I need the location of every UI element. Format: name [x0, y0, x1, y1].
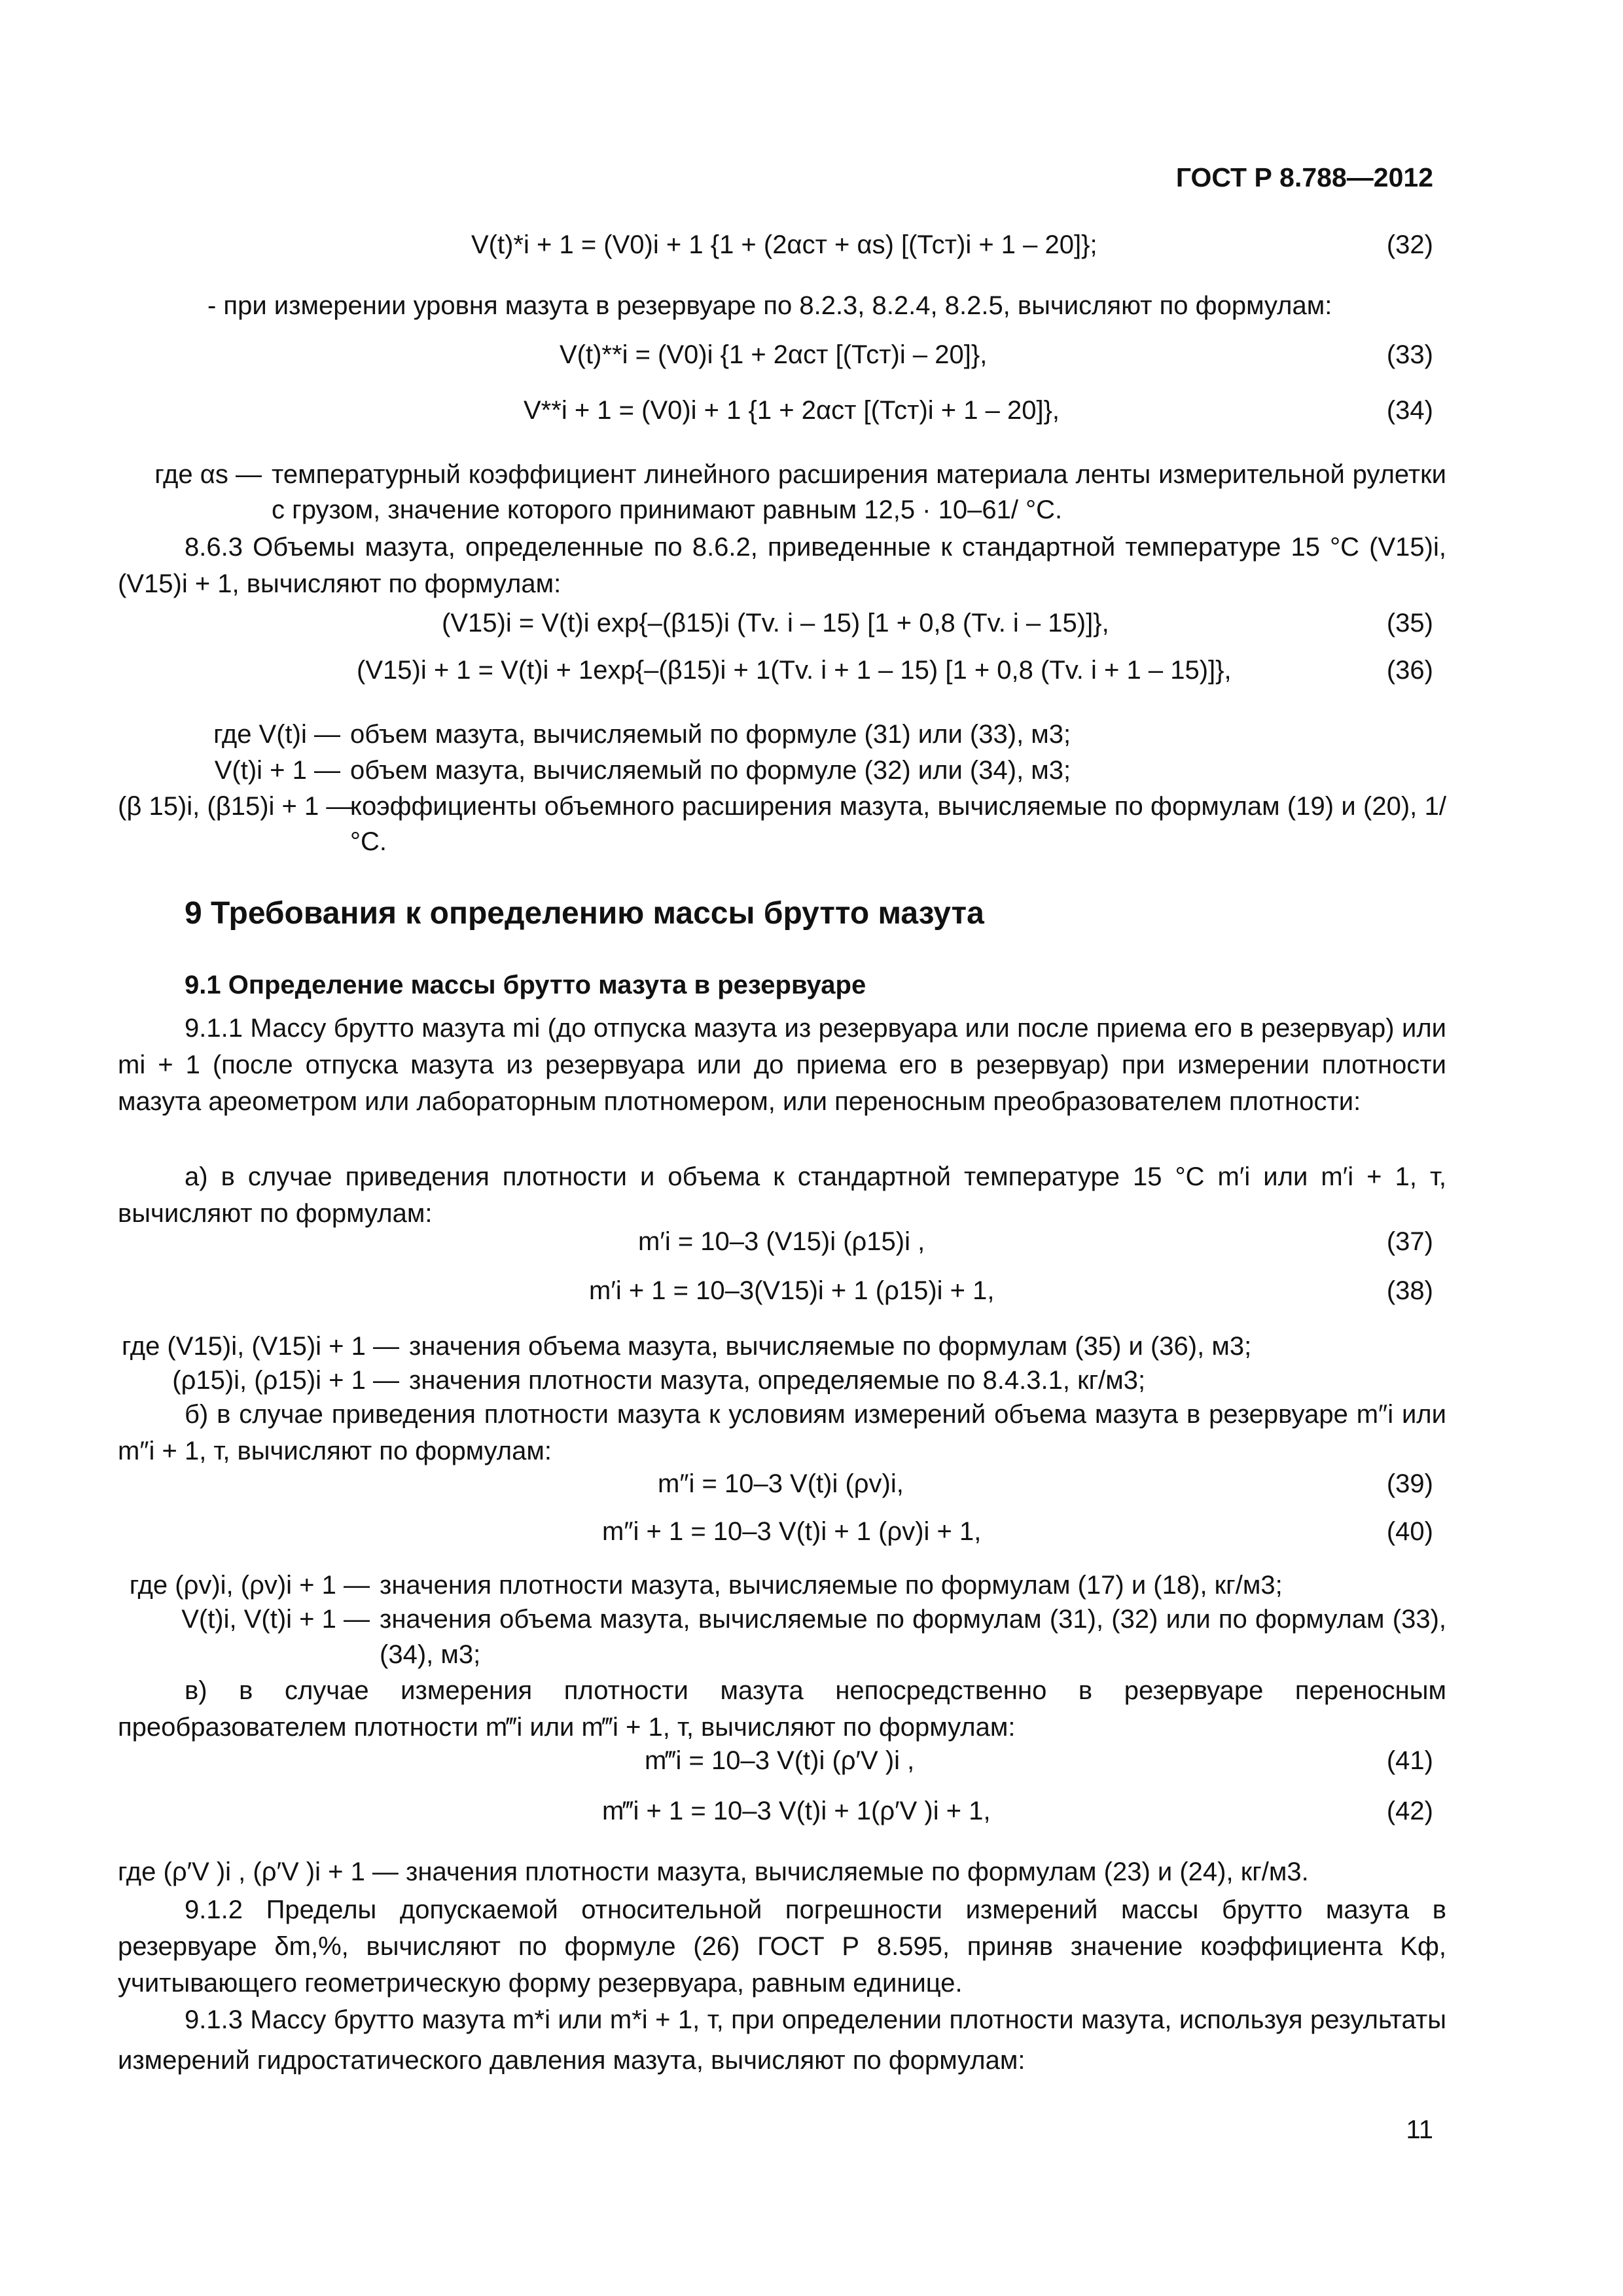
formula-38: m′i + 1 = 10–3(V15)i + 1 (ρ15)i + 1, [589, 1276, 995, 1305]
formula-number-38: (38) [1386, 1276, 1433, 1305]
formula-41: m‴i = 10–3 V(t)i (ρ′V )i , [645, 1746, 915, 1775]
level-measurement-line: - при измерении уровня мазута в резервуаре по 8.2.3, 8.2.4, 8.2.5, вычисляют по формулам: [207, 291, 1332, 320]
formula-40: m″i + 1 = 10–3 V(t)i + 1 (ρv)i + 1, [602, 1517, 982, 1546]
formula-42: m‴i + 1 = 10–3 V(t)i + 1(ρ′V )i + 1, [602, 1797, 991, 1825]
definition-desc: температурный коэффициент линейного расширения материала ленты измерительной рулетки с грузом, значение которого принимают равным 12,5 · 10–61/ °С. [272, 460, 1446, 524]
definition-desc: значения объема мазута, вычисляемые по формулам (35) и (36), м3; [409, 1332, 1252, 1361]
formula-number-35: (35) [1386, 609, 1433, 637]
formula-37: m′i = 10–3 (V15)i (ρ15)i , [638, 1227, 925, 1256]
formula-number-41: (41) [1386, 1746, 1433, 1775]
definition-v: где (ρ′V )i , (ρ′V )i + 1 — значения плотности мазута, вычисляемые по формулам (23) и (24), кг/м3. [118, 1857, 1309, 1886]
formula-number-40: (40) [1386, 1517, 1433, 1546]
definition-row [118, 753, 1446, 789]
definition-desc: значения объема мазута, вычисляемые по формулам (31), (32) или по формулам (33), (34), м3; [380, 1605, 1446, 1669]
formula-number-42: (42) [1386, 1797, 1433, 1825]
paragraph-9-1-1: 9.1.1 Массу брутто мазута mi (до отпуска мазута из резервуара или после приема его в резервуар) или mi + 1 (после отпуска мазута из резервуара или до приема его в резервуар) при измерении плотности мазута ареометром или лабораторным плотномером, или переносным преобразователем плотности: [118, 1014, 1446, 1116]
definition-desc: объем мазута, вычисляемый по формуле (32) или (34), м3; [350, 756, 1071, 785]
definition-term: (β 15)i, (β15)i + 1 — [118, 792, 353, 821]
definition-desc: значения плотности мазута, определяемые по 8.4.3.1, кг/м3; [409, 1366, 1146, 1395]
section-9-title: 9 Требования к определению массы брутто мазута [185, 896, 984, 931]
formula-35: (V15)i = V(t)i exp{–(β15)i (Tv. i – 15) [1 + 0,8 (Tv. i – 15)]}, [442, 609, 1109, 637]
paragraph-b: б) в случае приведения плотности мазута к условиям измерений объема мазута в резервуаре m″i или m″i + 1, т, вычисляют по формулам: [118, 1400, 1446, 1465]
definition-row [118, 1602, 1446, 1674]
formula-33: V(t)**i = (V0)i {1 + 2αст [(Тст)i – 20]}, [560, 340, 988, 369]
paragraph-9-1-2: 9.1.2 Пределы допускаемой относительной погрешности измерений массы брутто мазута в резервуаре δm,%, вычисляют по формуле (26) ГОСТ Р 8.595, приняв значение коэффициента Kф, учитывающего геометрическую форму резервуара, равным единице. [118, 1895, 1446, 1998]
definition-row [118, 1568, 1446, 1604]
definition-desc: значения плотности мазута, вычисляемые по формулам (17) и (18), кг/м3; [380, 1571, 1283, 1600]
standard-header: ГОСТ Р 8.788—2012 [1175, 162, 1433, 192]
definition-row [118, 1329, 1446, 1365]
definition-term: где αs — [154, 460, 262, 489]
formula-number-39: (39) [1386, 1469, 1433, 1498]
formula-34: V**i + 1 = (V0)i + 1 {1 + 2αст [(Тст)i + 1 – 20]}, [524, 396, 1060, 425]
definition-term: V(t)i + 1 — [214, 756, 340, 785]
definition-term: (ρ15)i, (ρ15)i + 1 — [172, 1366, 399, 1395]
definition-term: где (V15)i, (V15)i + 1 — [121, 1332, 399, 1361]
formula-number-36: (36) [1386, 656, 1433, 685]
formula-number-32: (32) [1386, 230, 1433, 259]
definition-term: где (ρv)i, (ρv)i + 1 — [129, 1571, 370, 1600]
page-number: 11 [1406, 2115, 1433, 2144]
definition-alpha [118, 457, 1446, 529]
definition-row [118, 789, 1446, 861]
definition-term: V(t)i, V(t)i + 1 — [181, 1605, 370, 1634]
formula-36: (V15)i + 1 = V(t)i + 1exp{–(β15)i + 1(Tv. i + 1 – 15) [1 + 0,8 (Tv. i + 1 – 15)]}, [357, 656, 1232, 685]
definition-row [118, 717, 1446, 753]
section-9-1-title: 9.1 Определение массы брутто мазута в резервуаре [185, 971, 866, 999]
paragraph-9-1-3: 9.1.3 Массу брутто мазута m*i или m*i + 1, т, при определении плотности мазута, используя результаты измерений гидростатического давления мазута, вычисляют по формулам: [118, 2005, 1446, 2075]
paragraph-8-6-3: 8.6.3 Объемы мазута, определенные по 8.6.2, приведенные к стандартной температуре 15 °С (V15)i, (V15)i + 1, вычисляют по формулам: [118, 533, 1446, 598]
definition-row [118, 1363, 1446, 1399]
formula-number-37: (37) [1386, 1227, 1433, 1256]
formula-39: m″i = 10–3 V(t)i (ρv)i, [658, 1469, 904, 1498]
formula-number-34: (34) [1386, 396, 1433, 425]
formula-32: V(t)*i + 1 = (V0)i + 1 {1 + (2αст + αs) [(Тст)i + 1 – 20]}; [471, 230, 1097, 259]
formula-number-33: (33) [1386, 340, 1433, 369]
definition-term: где V(t)i — [213, 720, 340, 749]
definition-desc: объем мазута, вычисляемый по формуле (31) или (33), м3; [350, 720, 1071, 749]
paragraph-a: а) в случае приведения плотности и объема к стандартной температуре 15 °С m′i или m′i + 1, т, вычисляют по формулам: [118, 1162, 1446, 1228]
paragraph-v: в) в случае измерения плотности мазута непосредственно в резервуаре переносным преобразователем плотности m‴i или m‴i + 1, т, вычисляют по формулам: [118, 1676, 1446, 1742]
definition-desc: коэффициенты объемного расширения мазута, вычисляемые по формулам (19) и (20), 1/ °С. [350, 792, 1446, 856]
